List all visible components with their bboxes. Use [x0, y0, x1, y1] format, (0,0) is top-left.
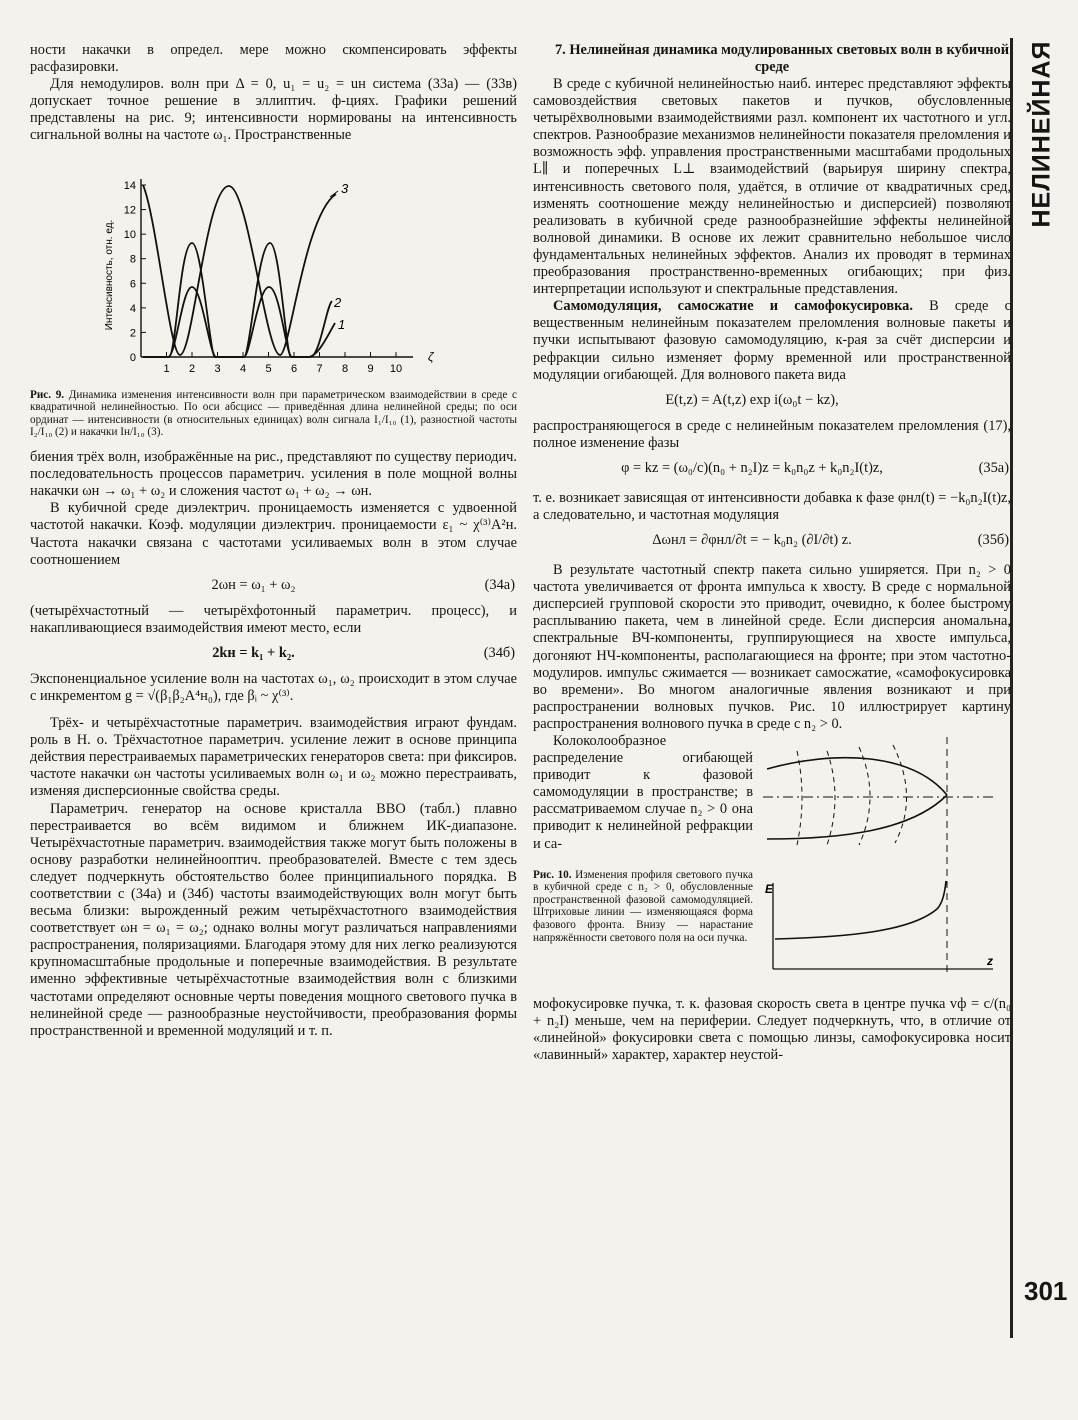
paragraph: Для немодулиров. волн при Δ = 0, u₁ = u₂ = uн система (33а) — (33в) допускает точное решение в эллиптич. ф-циях. Графики решений представлены на рис. 9; интенсивности нормированы на интенсивность сигнальной волны на частоте ω₁. Пространственные: [30, 76, 517, 144]
running-head-text: НЕЛИНЕЙНАЯ: [1027, 40, 1056, 228]
x-tick-label: 6: [290, 362, 298, 375]
x-tick-label: 1: [163, 362, 170, 375]
figure-9-x-axis-label: ζ: [428, 349, 434, 364]
figure-9-curve-2: [143, 287, 332, 357]
x-tick-label: 10: [389, 362, 403, 375]
x-tick-label: 2: [188, 362, 196, 375]
figure-9-x-ticks: [163, 352, 402, 375]
figure-9: [98, 175, 458, 385]
x-tick-label: 5: [265, 362, 272, 375]
figure-9-curve-label-2: 2: [334, 294, 342, 310]
figure-10-side: [533, 733, 753, 988]
paragraph: В кубичной среде диэлектрич. проницаемость изменяется с удвоенной частотой накачки. Коэф. модуляции диэлектрич. проницаемости ε₁ ~ χ⁽³⁾A²н. Частота накачки связана с частотами усиливаемых волн в этом случае соотношением: [30, 500, 517, 568]
beam-upper-edge: [767, 758, 947, 795]
phase-front-line: [827, 751, 835, 845]
paragraph: [533, 298, 1011, 383]
paragraph: биения трёх волн, изображённые на рис., представляют по существу периодич. последовательность процессов параметрич. усиления в поле мощной волны накачки ωн → ω₁ + ω₂ и сложения частот ω₁ + ω₂ → ωн.: [30, 449, 517, 500]
figure-9-y-ticks: [124, 180, 146, 364]
equation-34b: [30, 643, 517, 665]
paragraph: мофокусировке пучка, т. к. фазовая скорость света в центре пучка vф = c/(n₀ + n₂I) меньше, чем на периферии. Следует подчеркнуть, что, в отличие от «линейной» фокусировки света с помощью линзы, самофокусировка носит «лавинный» характер, характер неустой-: [533, 996, 1011, 1064]
paragraph: Трёх- и четырёхчастотные параметрич. взаимодействия играют фундам. роль в Н. о. Трёхчастотное параметрич. усиление лежит в основе принципа действия перестраиваемых параметрических генераторов света: при фиксиров. частоте накачки ωн частоты усиливаемых волн ω₁ и ω₂ можно перестраивать, изменяя дисперсионные свойства среды.: [30, 715, 517, 800]
phase-front-line: [797, 751, 802, 845]
equation-number: (34а): [484, 576, 515, 593]
left-column: [30, 42, 517, 1040]
paragraph: Колоколообразное распределение огибающей приводит к фазовой самомодуляции в пространстве; в рассматриваемом случае n₂ > 0 она приводит к нелинейной рефракции и са-: [533, 733, 753, 852]
figure-10-caption-label: Рис. 10.: [533, 868, 572, 881]
figure-9-ylabel: Интенсивность, отн. ед.: [104, 219, 115, 330]
paragraph: Параметрич. генератор на основе кристалла ВВО (табл.) плавно перестраивается во всём видимом и ближнем ИК-диапазоне. Четырёхчастотные параметрич. взаимодействия также могут быть положены в основу разработки нелинейнооптич. преобразователей. Вместе с тем здесь следует подчеркнуть обстоятельство более принципиального порядка. В соответствии с (34а) и (34б) частоты взаимодействующих волн могут быть весьма близки: вырожденный режим четырёхчастотного взаимодействия соответствует ωн = ω₁ = ω₂; однако волны могут различаться направлениями распространения, поляризациями. Благодаря этому для них легко реализуются крупномасштабные продольные и поперечные взаимодействия. В результате именно эффективные четырёхчастотные взаимодействия волн с близкими частотами определяют основные черты поведения мощного светового пучка в нелинейной среде — разнообразные неустойчивости, преобразования формы пространственной и временной модуляций и т. п.: [30, 800, 517, 1039]
equation-body: 2ωн = ω₁ + ω₂: [211, 576, 296, 593]
figure-10-caption: [533, 869, 753, 945]
paragraph: (четырёхчастотный — четырёхфотонный параметрич. процесс), и накапливающиеся взаимодействия имеют место, если: [30, 602, 517, 636]
y-tick-label: 8: [129, 253, 136, 266]
y-tick-label: 4: [129, 302, 136, 315]
figure-10-block: [533, 733, 1011, 988]
page-number: 301: [1024, 1276, 1068, 1306]
equation-body: 2kн = k₁ + k₂.: [212, 644, 295, 661]
field-growth-curve: [775, 881, 946, 939]
paragraph-text: В среде с вещественным нелинейным показателем преломления волновые пакеты и пучки испытывают фазовую самомодуляцию, к-рая за счёт дисперсии и рефракции сильно изменяет форму временной или пространственной модуляции огибающей. Для волнового пакета вида: [533, 298, 1011, 383]
equation-number: (35б): [977, 532, 1009, 549]
section-title: 7. Нелинейная динамика модулированных световых волн в кубичной среде: [554, 42, 1010, 75]
paragraph: распространяющегося в среде с нелинейным показателем преломления (17), полное изменение фазы: [533, 417, 1011, 451]
equation-number: (34б): [483, 644, 515, 661]
equation-body: Δωнл = ∂φнл/∂t = − k₀n₂ (∂I/∂t) z.: [652, 532, 852, 549]
figure-10: [761, 733, 1011, 988]
y-tick-label: 10: [123, 228, 136, 241]
y-tick-label: 6: [129, 277, 136, 290]
figure-9-curve-3: [143, 185, 336, 355]
equation-body: φ = kz = (ω₀/c)(n₀ + n₂I)z = k₀n₀z + k₀n₂I(t)z,: [621, 459, 883, 476]
equation-35a: [533, 458, 1011, 484]
subheading: Самомодуляция, самосжатие и самофокусировка.: [553, 298, 913, 315]
figure-9-caption: [30, 389, 517, 439]
x-tick-label: 7: [316, 362, 323, 375]
figure-10-plot: [761, 733, 1001, 983]
equation-35b: [533, 530, 1011, 556]
figure-9-caption-text: Динамика изменения интенсивности волн при параметрическом взаимодействии в среде с квадратичной нелинейностью. По оси абсцисс — приведённая длина нелинейной среды; по оси ординат — интенсивности (в относительных единицах) волн сигнала I₁/I₁₀ (1), разностной частоты I₂/I₁₀ (2) и накачки Iн/I₁₀ (3).: [30, 388, 518, 439]
paragraph: ности накачки в определ. мере можно скомпенсировать эффекты расфазировки.: [30, 42, 517, 76]
figure-10-xlabel: z: [987, 954, 993, 968]
x-tick-label: 9: [367, 362, 374, 375]
y-tick-label: 0: [129, 351, 136, 364]
running-head: [1022, 34, 1062, 234]
phase-front-line: [893, 745, 907, 843]
figure-9-curve-label-1: 1: [338, 316, 346, 332]
equation-body: E(t,z) = A(t,z) exp i(ω₀t − kz),: [665, 391, 839, 408]
y-tick-label: 12: [123, 204, 136, 217]
paragraph: Экспоненциальное усиление волн на частотах ω₁, ω₂ происходит в этом случае с инкрементом g = √(β₁β₂A⁴н₀), где βᵢ ~ χ⁽³⁾.: [30, 670, 517, 704]
x-tick-label: 8: [341, 362, 349, 375]
figure-9-curve-label-3: 3: [341, 180, 349, 196]
x-tick-label: 4: [239, 362, 247, 375]
y-tick-label: 14: [123, 179, 136, 192]
x-tick-label: 3: [214, 362, 221, 375]
y-tick-label: 2: [129, 326, 136, 339]
right-column: [533, 42, 1011, 1064]
beam-lower-edge: [767, 795, 947, 839]
equation-number: (35а): [978, 459, 1009, 476]
figure-9-plot: [98, 175, 443, 380]
figure-10-ylabel: E: [765, 882, 774, 896]
figure-9-caption-label: Рис. 9.: [30, 388, 65, 401]
equation-34a: [30, 575, 517, 597]
equation-wave-packet: [533, 390, 1011, 412]
figure-10-caption-text: Изменения профиля светового пучка в кубичной среде с n₂ > 0, обусловленные пространственной фазовой самомодуляцией. Штриховые линии — изменяющаяся форма фазового фронта. Внизу — нарастание напряжённости светового поля на оси пучка.: [533, 868, 753, 944]
paragraph: В среде с кубичной нелинейностью наиб. интерес представляют эффекты самовоздействия световых пакетов и пучков, обусловленные четырёхволновыми взаимодействиями разл. компонент их частотного и угл. спектров. Разнообразие механизмов нелинейности показателя преломления и возможность эфф. управления пространственными масштабами продольных L∥ и поперечных L⊥ взаимодействий (варьируя ширину спектра, интенсивность светового поля, удаётся, в отличие от квадратичных сред, изменять соотношение между нелинейностью и дисперсией) позволяют реализовать в кубичной среде разнообразнейшие эффекты нелинейной волновой динамики. В основе их лежит сравнительно небольшое число фундаментальных нелинейных эффектов. Анализ их проводят в терминах преобразования пространственно-временных огибающих; при физ. интерпретации используют и спектральные представления.: [533, 76, 1011, 298]
paragraph: В результате частотный спектр пакета сильно уширяется. При n₂ > 0 частота увеличивается от фронта импульса к хвосту. В среде с нормальной дисперсией групповой скорости это приводит, очевидно, к более быстрому расплыванию пакета, чем в линейной среде. Если дисперсия аномальна, спектральные ВЧ-компоненты, группирующиеся на хвосте импульса, догоняют НЧ-компоненты, располагающиеся на фронте; при этом частотно-модулиров. импульс сжимается — возникает самосжатие, «самофокусировка во времени». Во многом аналогичные явления возникают и при распространении волновых пучков. Рис. 10 иллюстрирует картину распространения волнового пучка в среде с n₂ > 0.: [533, 562, 1011, 732]
paragraph: т. е. возникает зависящая от интенсивности добавка к фазе φнл(t) = −k₀n₂I(t)z, а следовательно, и частотная модуляция: [533, 489, 1011, 523]
